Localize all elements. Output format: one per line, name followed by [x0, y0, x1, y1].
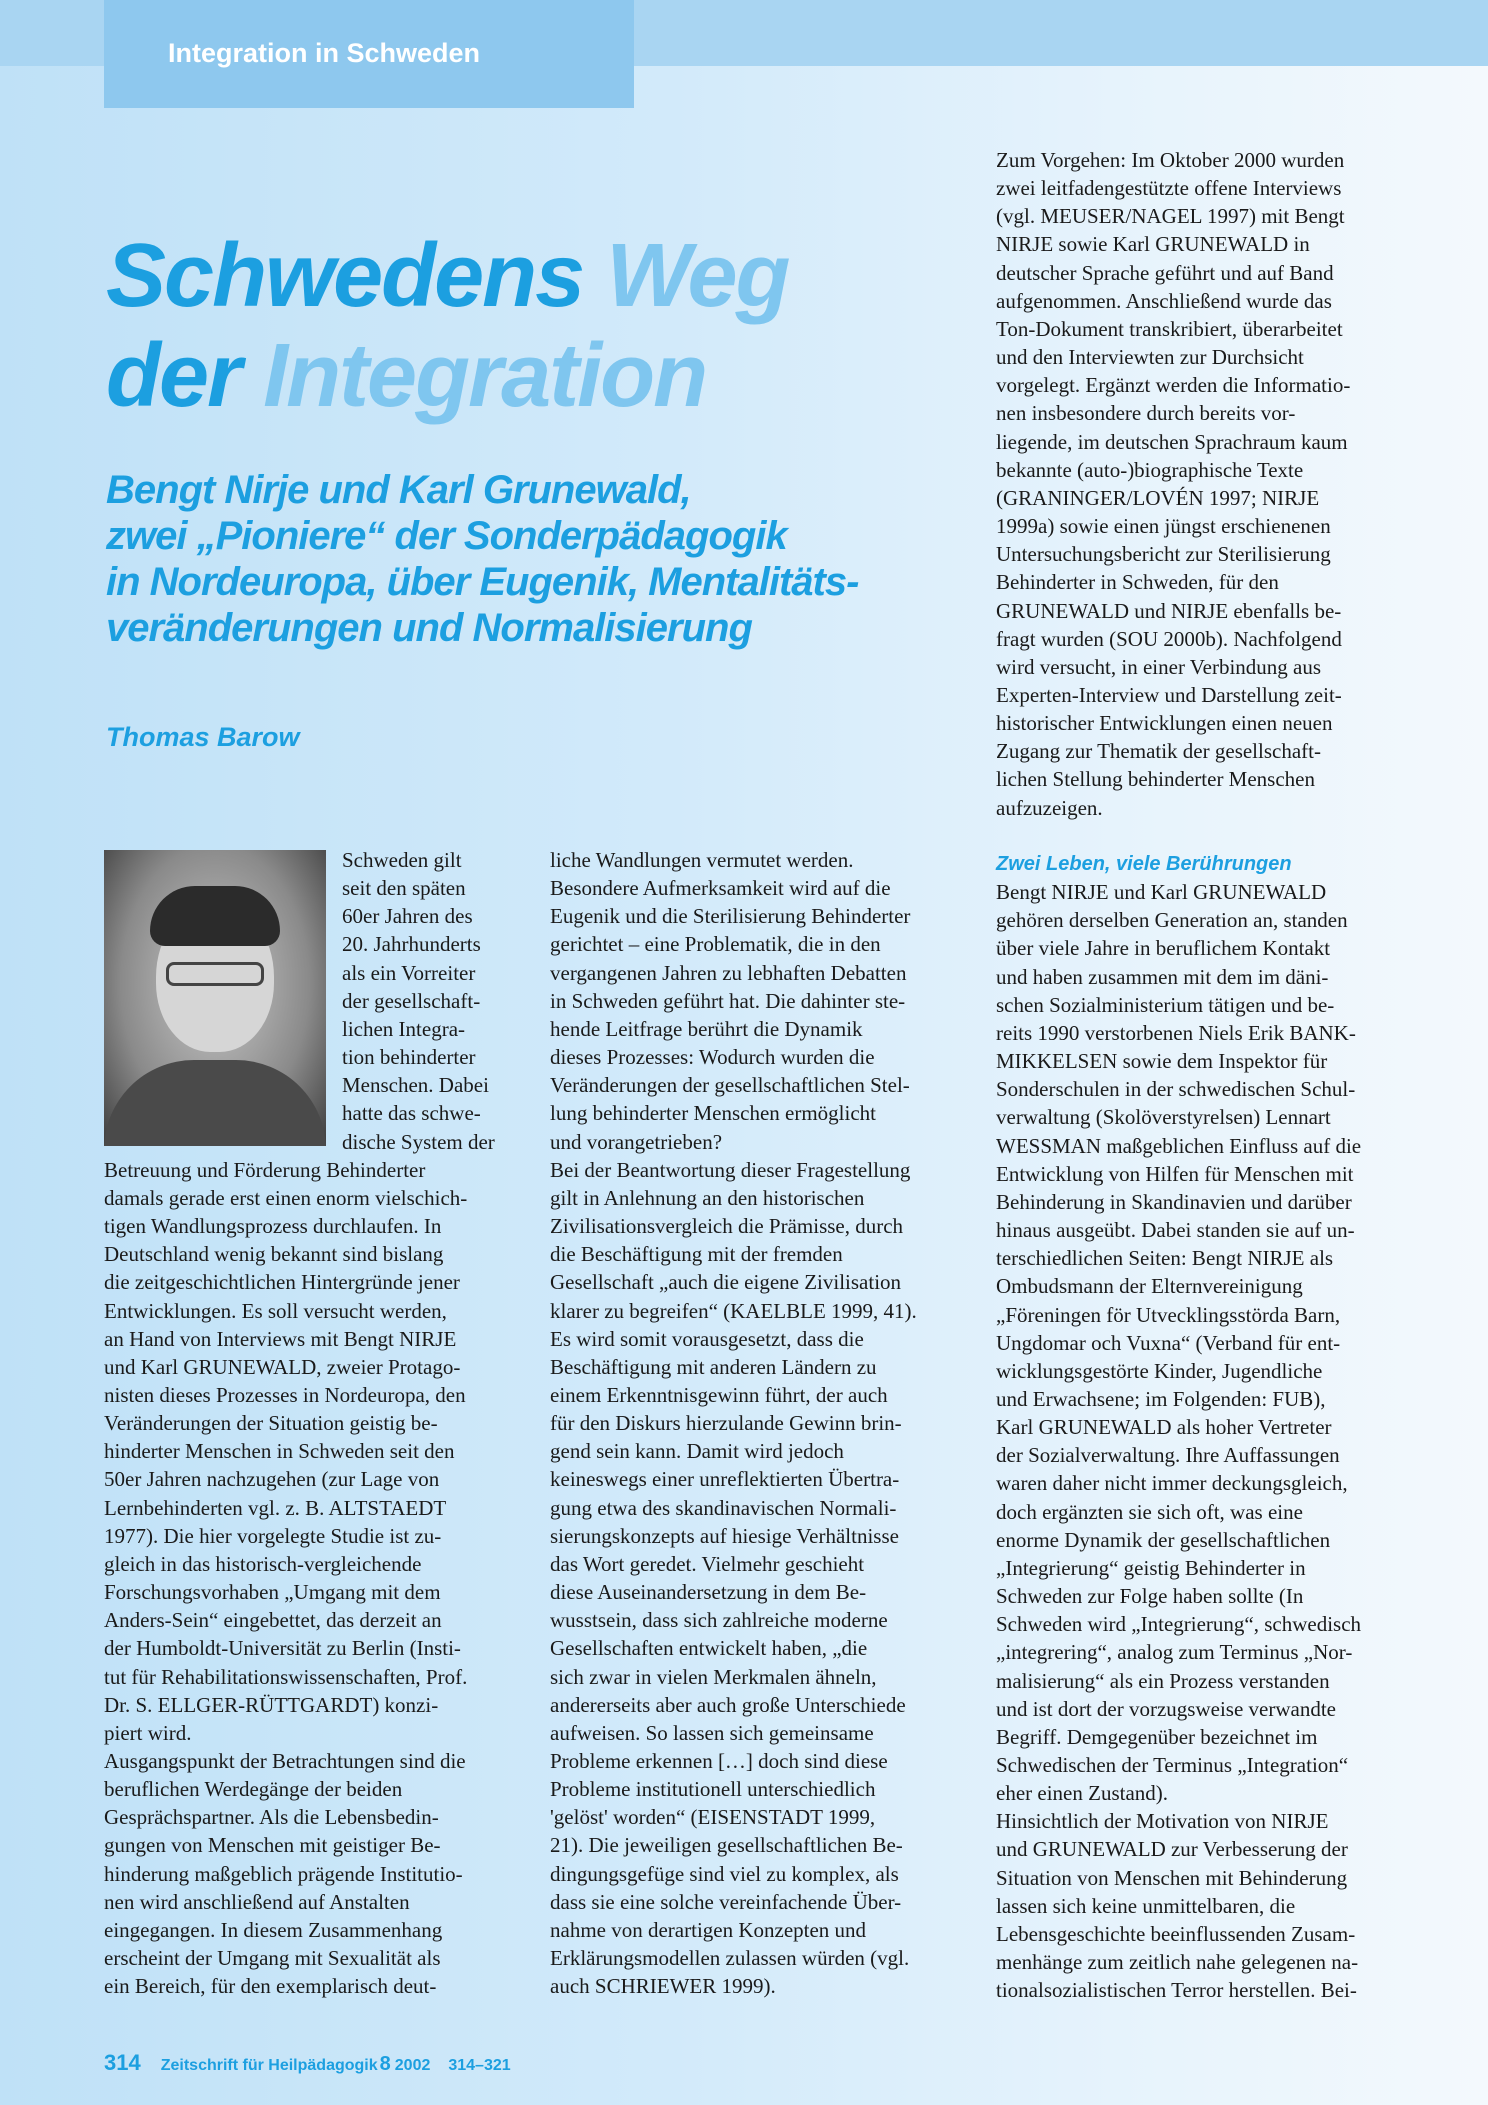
text-line: gleich in das historisch-vergleichende [104, 1551, 422, 1576]
page-range: 314–321 [448, 2057, 511, 2074]
text-line: bekannte (auto-)biographische Texte [996, 457, 1304, 482]
text-line: verwaltung (Skolöverstyrelsen) Lennart [996, 1105, 1331, 1130]
text-line: eingegangen. In diesem Zusammenhang [104, 1917, 443, 1942]
text-line: sierungskonzepts auf hiesige Verhältnisse [550, 1523, 899, 1548]
text-line: seit den späten [342, 876, 466, 901]
text-line: hinaus ausgeübt. Dabei standen sie auf un- [996, 1218, 1355, 1243]
text-line: Behinderung in Skandinavien und darüber [996, 1189, 1352, 1214]
text-line: der Sozialverwaltung. Ihre Auffassungen [996, 1443, 1340, 1468]
text-line: Sonderschulen in der schwedischen Schul- [996, 1077, 1356, 1102]
text-line: schen Sozialministerium tätigen und be- [996, 992, 1335, 1017]
section-subheading: Zwei Leben, viele Berührungen [996, 853, 1292, 875]
text-line: auch SCHRIEWER 1999). [550, 1974, 776, 1999]
text-line: lung behinderter Menschen ermöglicht [550, 1101, 876, 1126]
text-line: 21). Die jeweiligen gesellschaftlichen Be- [550, 1833, 903, 1858]
text-line: Hinsichtlich der Motivation von NIRJE [996, 1809, 1329, 1834]
subtitle-line: veränderungen und Normalisierung [106, 606, 752, 650]
text-line: und GRUNEWALD zur Verbesserung der [996, 1837, 1348, 1862]
text-line: damals gerade erst einen enorm vielschich- [104, 1185, 468, 1210]
text-line: Dr. S. ELLGER-RÜTTGARDT) konzi- [104, 1692, 439, 1717]
text-line: aufzuzeigen. [996, 795, 1103, 820]
text-line: hatte das schwe- [342, 1101, 481, 1126]
title-line1-a: Schwedens [106, 226, 607, 326]
text-line: über viele Jahre in beruflichem Kontakt [996, 936, 1331, 961]
text-line: aufgenommen. Anschließend wurde das [996, 288, 1332, 313]
text-line: einem Erkenntnisgewinn führt, der auch [550, 1382, 888, 1407]
text-line: NIRJE sowie Karl GRUNEWALD in [996, 232, 1310, 257]
text-line: Besondere Aufmerksamkeit wird auf die [550, 876, 891, 901]
article-title [106, 226, 789, 426]
text-line: liche Wandlungen vermutet werden. [550, 848, 854, 872]
text-line: wusstsein, dass sich zahlreiche moderne [550, 1608, 888, 1633]
text-line: für den Diskurs hierzulande Gewinn brin- [550, 1411, 902, 1436]
text-line: (GRANINGER/LOVÉN 1997; NIRJE [996, 485, 1320, 510]
text-line: Ausgangspunkt der Betrachtungen sind die [104, 1749, 466, 1773]
text-line: diese Auseinandersetzung in dem Be- [550, 1580, 867, 1605]
text-line: der Humboldt-Universität zu Berlin (Insti- [104, 1636, 461, 1661]
issue-year: 2002 [394, 2057, 431, 2074]
text-line: 'gelöst' worden“ (EISENSTADT 1999, [550, 1805, 876, 1830]
text-line: malisierung“ als ein Prozess verstanden [996, 1668, 1330, 1693]
text-line: tion behinderter [342, 1045, 476, 1070]
text-line: Entwicklungen. Es soll versucht werden, [104, 1298, 447, 1323]
text-line: reits 1990 verstorbenen Niels Erik BANK- [996, 1020, 1356, 1045]
text-line: Lebensgeschichte beeinflussenden Zusam- [996, 1921, 1356, 1946]
text-line: Anders-Sein“ eingebettet, das derzeit an [104, 1608, 442, 1633]
text-line: lassen sich keine unmittelbaren, die [996, 1893, 1296, 1918]
text-line: der gesellschaft- [342, 988, 481, 1013]
text-line: tut für Rehabilitationswissenschaften, Prof. [104, 1664, 468, 1689]
text-line: gilt in Anlehnung an den historischen [550, 1185, 865, 1210]
text-line: tigen Wandlungsprozess durchlaufen. In [104, 1214, 442, 1239]
text-line: „Integrierung“ geistig Behinderter in [996, 1555, 1306, 1580]
text-line: andererseits aber auch große Unterschiede [550, 1692, 906, 1717]
text-column-3-top [996, 146, 1406, 822]
text-line: dische System der [342, 1129, 495, 1154]
title-line2-a: der [106, 326, 264, 426]
text-line: nen wird anschließend auf Anstalten [104, 1889, 410, 1914]
text-line: tionalsozialistischen Terror herstellen. Bei- [996, 1978, 1357, 2003]
section-tab [104, 0, 634, 108]
text-line: Schweden gilt [342, 848, 462, 872]
text-line: 20. Jahrhunderts [342, 932, 481, 957]
text-line: dass sie eine solche vereinfachende Über- [550, 1889, 902, 1914]
text-line: 1977). Die hier vorgelegte Studie ist zu- [104, 1523, 442, 1548]
subtitle-line: in Nordeuropa, über Eugenik, Mentalitäts- [106, 560, 859, 604]
text-line: und vorangetrieben? [550, 1129, 723, 1154]
text-line: Gesellschaft „auch die eigene Zivilisation [550, 1270, 902, 1295]
text-line: Behinderter in Schweden, für den [996, 570, 1279, 595]
text-line: Gesprächspartner. Als die Lebensbedin- [104, 1805, 439, 1830]
text-line: Zum Vorgehen: Im Oktober 2000 wurden [996, 148, 1345, 172]
text-line: Situation von Menschen mit Behinderung [996, 1865, 1348, 1890]
text-line: Experten-Interview und Darstellung zeit- [996, 682, 1342, 707]
subtitle-line: Bengt Nirje und Karl Grunewald, [106, 468, 691, 512]
text-line: eher einen Zustand). [996, 1781, 1169, 1806]
text-line: ein Bereich, für den exemplarisch deut- [104, 1974, 437, 1999]
text-column-3-body [996, 878, 1406, 2004]
text-line: wicklungsgestörte Kinder, Jugendliche [996, 1358, 1323, 1383]
text-column-3-bottom [996, 850, 1406, 2004]
text-line: hinderter Menschen in Schweden seit den [104, 1439, 455, 1464]
page-footer [104, 2050, 511, 2076]
text-line: in Schweden geführt hat. Die dahinter ste- [550, 988, 906, 1013]
text-line: doch ergänzten sie sich oft, was eine [996, 1499, 1303, 1524]
title-line2-b: Integration [263, 326, 707, 426]
text-line: lichen Integra- [342, 1016, 466, 1041]
text-column-2 [550, 846, 960, 2000]
page-number: 314 [104, 2050, 141, 2075]
text-line: Schwedischen der Terminus „Integration“ [996, 1753, 1349, 1777]
text-line: gend sein kann. Damit wird jedoch [550, 1439, 844, 1464]
text-line: hinderung maßgeblich prägende Institutio- [104, 1861, 463, 1886]
text-line: Veränderungen der Situation geistig be- [104, 1411, 438, 1436]
text-line: Eugenik und die Sterilisierung Behinderter [550, 904, 911, 929]
text-line: liegende, im deutschen Sprachraum kaum [996, 429, 1348, 454]
text-line: gehören derselben Generation an, standen [996, 908, 1348, 933]
text-line: und ist dort der vorzugsweise verwandte [996, 1696, 1336, 1721]
subtitle-line: zwei „Pioniere“ der Sonderpädagogik [106, 514, 787, 558]
text-line: Es wird somit vorausgesetzt, dass die [550, 1326, 864, 1351]
text-line: fragt wurden (SOU 2000b). Nachfolgend [996, 626, 1342, 651]
text-line: Zivilisationsvergleich die Prämisse, durch [550, 1214, 904, 1239]
issue-number: 8 [379, 2053, 391, 2075]
text-line: Veränderungen der gesellschaftlichen Stel- [550, 1073, 910, 1098]
text-line: Menschen. Dabei [342, 1073, 489, 1098]
text-line: hende Leitfrage berührt die Dynamik [550, 1016, 863, 1041]
text-line: Ton-Dokument transkribiert, überarbeitet [996, 316, 1343, 341]
text-line: enorme Dynamik der gesellschaftlichen [996, 1527, 1331, 1552]
text-line: MIKKELSEN sowie dem Inspektor für [996, 1049, 1328, 1074]
text-line: sich zwar in vielen Merkmalen ähneln, [550, 1664, 877, 1689]
text-line: WESSMAN maßgeblichen Einfluss auf die [996, 1133, 1362, 1158]
text-line: Zugang zur Thematik der gesellschaft- [996, 739, 1321, 764]
text-line: deutscher Sprache geführt und auf Band [996, 260, 1334, 285]
text-line: Betreuung und Förderung Behinderter [104, 1157, 426, 1182]
text-line: nahme von derartigen Konzepten und [550, 1917, 867, 1942]
text-line: terschiedlichen Seiten: Bengt NIRJE als [996, 1246, 1334, 1271]
text-line: historischer Entwicklungen einen neuen [996, 711, 1333, 736]
text-line: dieses Prozesses: Wodurch wurden die [550, 1045, 875, 1070]
text-line: erscheint der Umgang mit Sexualität als [104, 1946, 441, 1971]
text-line: Schweden wird „Integrierung“, schwedisch [996, 1612, 1362, 1637]
text-line: Lernbehinderten vgl. z. B. ALTSTAEDT [104, 1495, 447, 1520]
journal-name: Zeitschrift für Heilpädagogik [160, 2057, 378, 2074]
text-line: vergangenen Jahren zu lebhaften Debatten [550, 960, 907, 985]
text-line: die Beschäftigung mit der fremden [550, 1242, 843, 1267]
text-line: GRUNEWALD und NIRJE ebenfalls be- [996, 598, 1342, 623]
text-line: keineswegs einer unreflektierten Übertra- [550, 1467, 900, 1492]
text-line: Gesellschaften entwickelt haben, „die [550, 1636, 868, 1661]
text-line: die zeitgeschichtlichen Hintergründe jener [104, 1270, 460, 1295]
text-line: Entwicklung von Hilfen für Menschen mit [996, 1161, 1354, 1186]
article-subtitle [106, 467, 966, 651]
text-line: und den Interviewten zur Durchsicht [996, 345, 1304, 370]
text-line: menhänge zum zeitlich nahe gelegenen na- [996, 1950, 1359, 1975]
text-line: und haben zusammen mit dem im däni- [996, 964, 1329, 989]
text-line: Ungdomar och Vuxna“ (Verband für ent- [996, 1330, 1341, 1355]
text-line: dingungsgefüge sind viel zu komplex, als [550, 1861, 899, 1886]
text-line: 60er Jahren des [342, 904, 473, 929]
text-line: aufweisen. So lassen sich gemeinsame [550, 1720, 874, 1745]
text-line: wird versucht, in einer Verbindung aus [996, 654, 1322, 679]
text-line: und Erwachsene; im Folgenden: FUB), [996, 1386, 1326, 1411]
text-line: Karl GRUNEWALD als hoher Vertreter [996, 1415, 1332, 1440]
text-line: Deutschland wenig bekannt sind bislang [104, 1242, 444, 1267]
text-line: „integrering“, analog zum Terminus „Nor- [996, 1640, 1353, 1665]
text-line: gerichtet – eine Problematik, die in den [550, 932, 881, 957]
text-line: zwei leitfadengestützte offene Interviews [996, 176, 1342, 201]
text-line: an Hand von Interviews mit Bengt NIRJE [104, 1326, 457, 1351]
text-line: piert wird. [104, 1720, 192, 1745]
text-line: nen insbesondere durch bereits vor- [996, 401, 1296, 426]
text-line: waren daher nicht immer deckungsgleich, [996, 1471, 1348, 1496]
text-line: „Föreningen för Utvecklingsstörda Barn, [996, 1302, 1341, 1327]
text-line: und Karl GRUNEWALD, zweier Protago- [104, 1354, 461, 1379]
text-line: (vgl. MEUSER/NAGEL 1997) mit Bengt [996, 204, 1345, 229]
text-line: 1999a) sowie einen jüngst erschienenen [996, 514, 1331, 539]
text-line: gung etwa des skandinavischen Normali- [550, 1495, 897, 1520]
text-line: beruflichen Werdegänge der beiden [104, 1777, 403, 1802]
text-line: Untersuchungsbericht zur Sterilisierung [996, 542, 1331, 567]
text-line: Schweden zur Folge haben sollte (In [996, 1584, 1304, 1609]
text-line: als ein Vorreiter [342, 960, 476, 985]
text-line: Beschäftigung mit anderen Ländern zu [550, 1354, 877, 1379]
text-line: Probleme institutionell unterschiedlich [550, 1777, 876, 1802]
text-line: gungen von Menschen mit geistiger Be- [104, 1833, 441, 1858]
text-column-1 [104, 846, 514, 2000]
text-line: Forschungsvorhaben „Umgang mit dem [104, 1580, 441, 1605]
title-line1-b: Weg [606, 226, 789, 326]
text-line: Probleme erkennen […] doch sind diese [550, 1749, 888, 1773]
text-line: Ombudsmann der Elternvereinigung [996, 1274, 1303, 1299]
text-line: 50er Jahren nachzugehen (zur Lage von [104, 1467, 440, 1492]
text-line: nisten dieses Prozesses in Nordeuropa, den [104, 1382, 466, 1407]
text-line: das Wort geredet. Vielmehr geschieht [550, 1551, 865, 1576]
text-line: Begriff. Demgegenüber bezeichnet im [996, 1724, 1318, 1749]
text-line: Bengt NIRJE und Karl GRUNEWALD [996, 880, 1327, 905]
text-line: Bei der Beantwortung dieser Fragestellung [550, 1157, 911, 1182]
text-line: klarer zu begreifen“ (KAELBLE 1999, 41). [550, 1298, 917, 1323]
author-name: Thomas Barow [106, 722, 300, 752]
text-line: lichen Stellung behinderter Menschen [996, 767, 1315, 792]
section-label: Integration in Schweden [168, 38, 481, 68]
text-line: vorgelegt. Ergänzt werden die Informatio- [996, 373, 1351, 398]
text-line: Erklärungsmodellen zulassen würden (vgl. [550, 1946, 910, 1971]
